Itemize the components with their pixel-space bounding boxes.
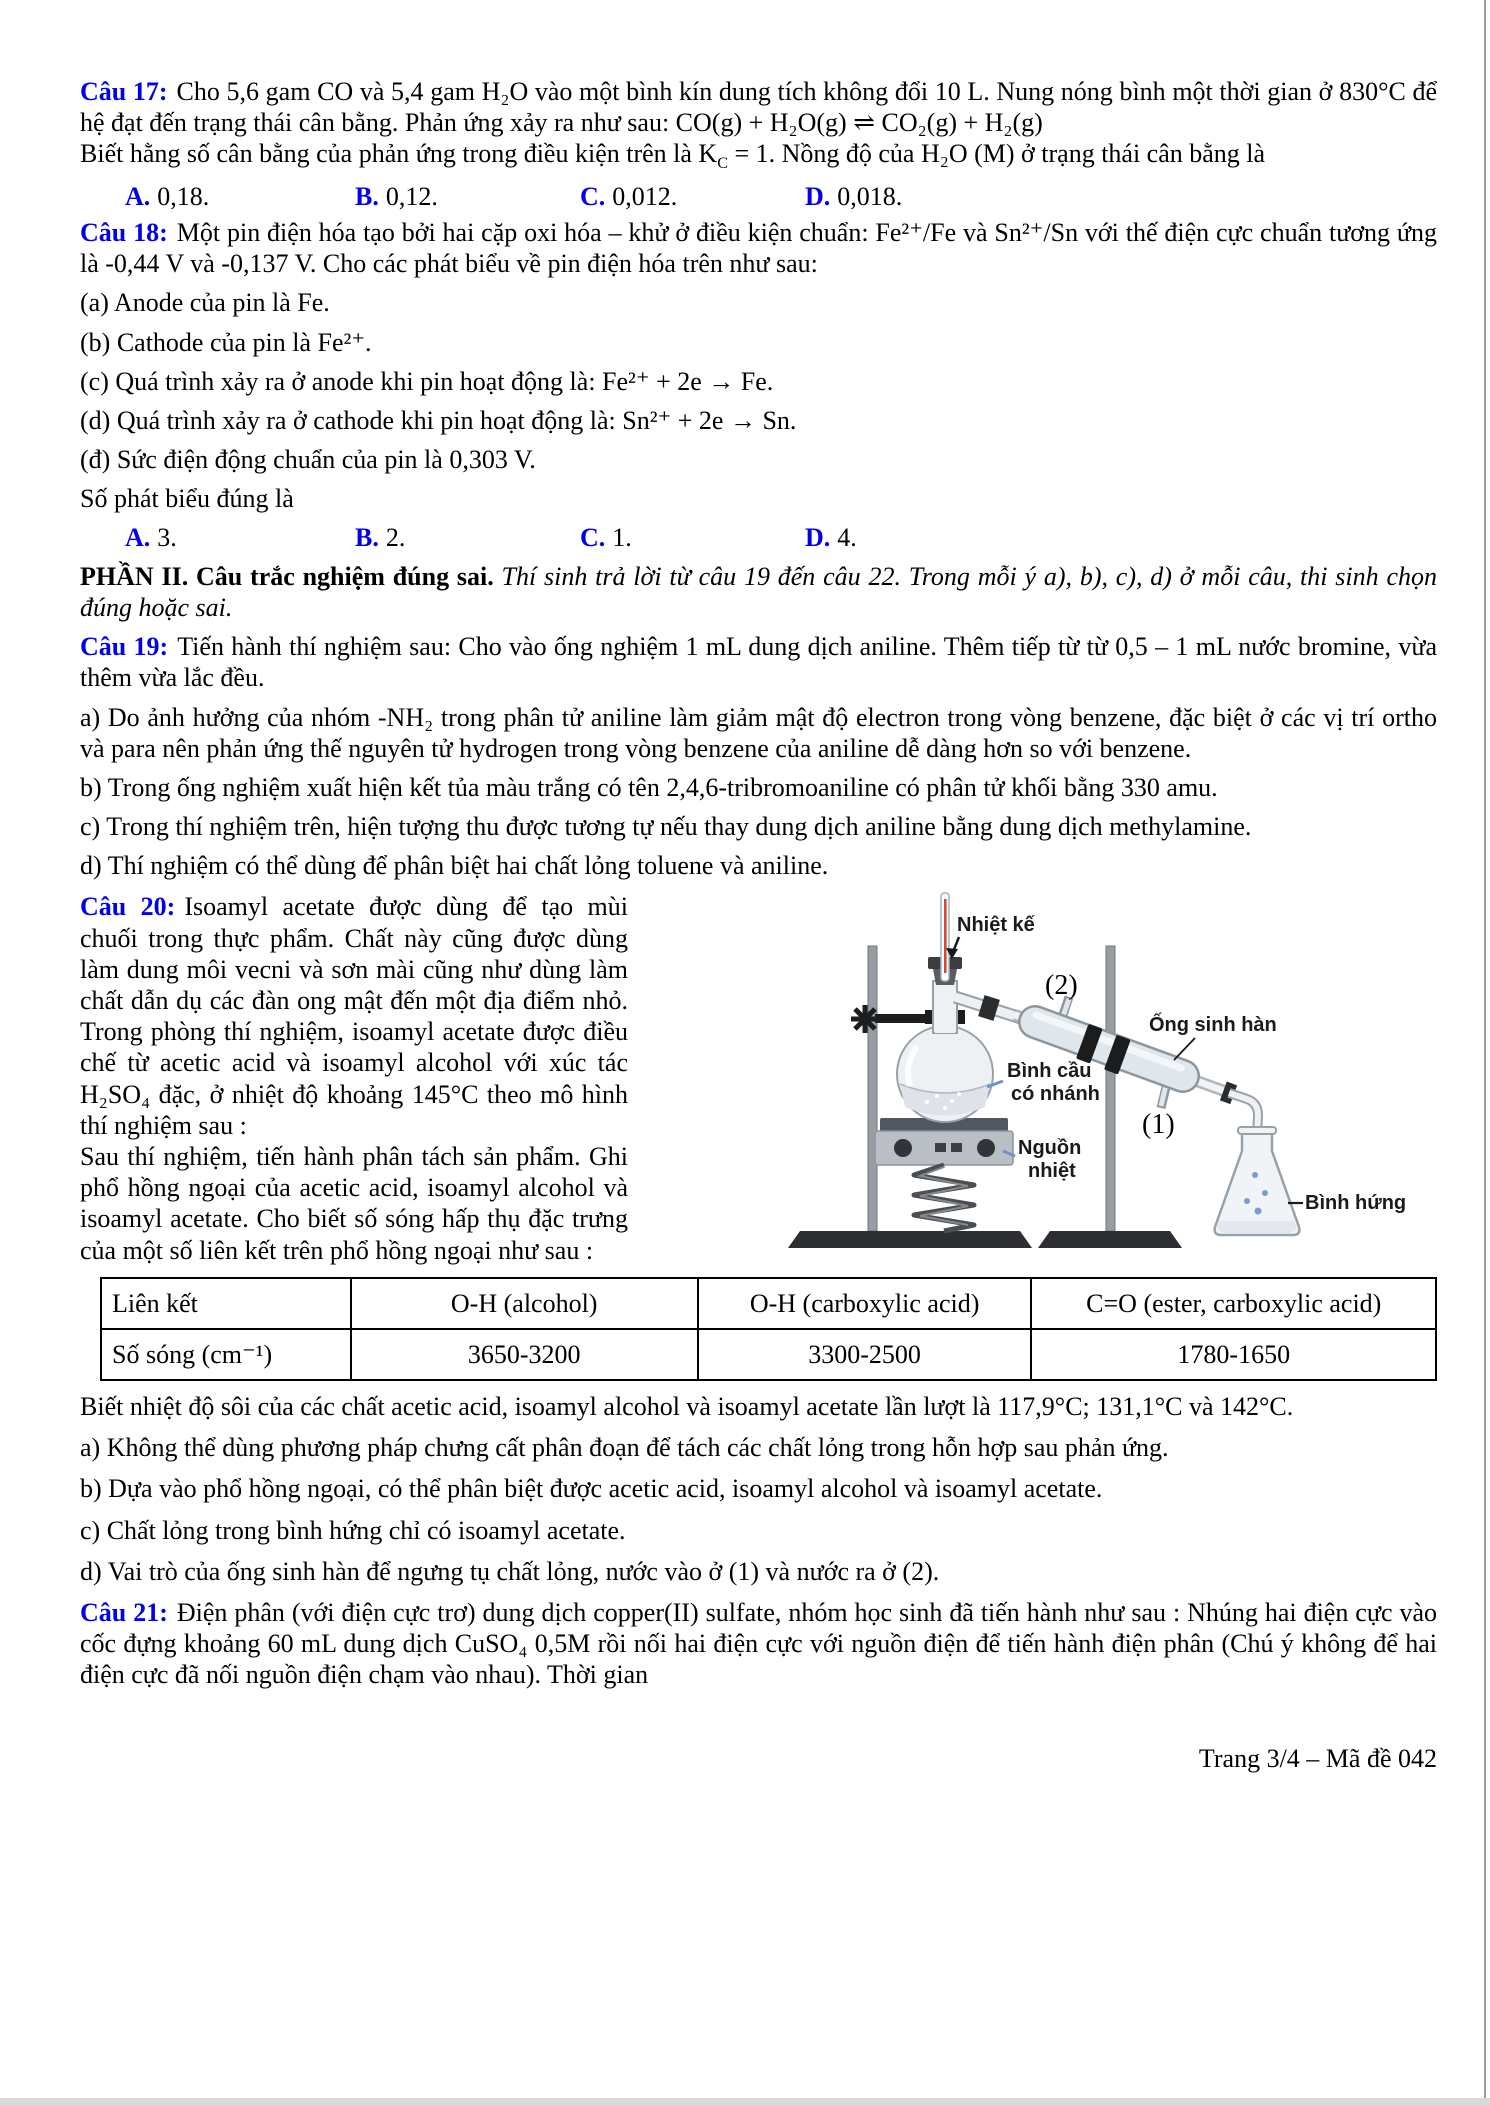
option-text: 1. bbox=[612, 522, 632, 552]
heat-label-line1: Nguồn bbox=[1018, 1137, 1082, 1160]
option-text: 0,012. bbox=[612, 181, 678, 211]
question-18-options bbox=[80, 522, 1437, 553]
table-cell-wavenumber-header: Số sóng (cm⁻¹) bbox=[101, 1329, 351, 1380]
hot-plate-knob bbox=[977, 1139, 995, 1157]
option-text: 2. bbox=[385, 522, 406, 552]
option-18-b bbox=[355, 522, 580, 553]
question-18-statement-c: (c) Quá trình xảy ra ở anode khi pin hoạt động là: Fe²⁺ + 2e → Fe. bbox=[80, 366, 774, 396]
question-21-body: Điện phân (với điện cực trơ) dung dịch copper(II) sulfate, nhóm học sinh đã tiến hành như sau : Nhúng hai điện cực vào cốc đựng khoảng 60 mL dung dịch CuSO₄ 0,5M rồi nối hai điện cực với nguồn điện để tiến hành điện phân (Chú ý không để hai điện cực đã nối nguồn điện chạm vào nhau). Thời gian bbox=[80, 1597, 1437, 1690]
question-19-statement-a: a) Do ảnh hưởng của nhóm -NH₂ trong phân tử aniline làm giảm mật độ electron trong vòng benzene, đặc biệt ở các vị trí ortho và para nên phản ứng thế nguyên tử hydrogen trong vòng benzene của aniline dễ dàng hơn so với benzene. bbox=[80, 702, 1437, 763]
question-17-body: Cho 5,6 gam CO và 5,4 gam H₂O vào một bình kín dung tích không đổi 10 L. Nung nóng bình một thời gian ở 830°C để hệ đạt đến trạng thái cân bằng. Phản ứng xảy ra như sau: CO(g) + H₂O(g) ⇌ CO₂(g) + H₂(g) bbox=[80, 77, 1437, 138]
window-edge bbox=[1484, 0, 1486, 2106]
part2-instructions: Thí sinh trả lời từ câu 19 đến câu 22. Trong mỗi ý a), b), c), d) ở mỗi câu, thi sinh chọn đúng hoặc sai. bbox=[80, 561, 1437, 622]
question-19-text bbox=[80, 631, 1437, 693]
option-text: 4. bbox=[837, 522, 857, 552]
question-17-text2 bbox=[80, 138, 1437, 174]
option-letter: B. bbox=[355, 181, 379, 211]
question-18-statement-a: (a) Anode của pin là Fe. bbox=[80, 288, 330, 318]
option-17-b bbox=[355, 181, 580, 212]
option-letter: C. bbox=[580, 181, 606, 211]
question-17-body2a: Biết hằng số cân bằng của phản ứng trong điều kiện trên là K bbox=[80, 139, 718, 169]
option-letter: A. bbox=[125, 522, 151, 552]
stand-bases bbox=[788, 1231, 1182, 1248]
question-20-statement-d: d) Vai trò của ống sinh hàn để ngưng tụ chất lỏng, nước vào ở (1) và nước ra ở (2). bbox=[80, 1556, 940, 1586]
kc-subscript: C bbox=[717, 155, 728, 173]
distillation-apparatus-figure bbox=[637, 891, 1437, 1266]
question-18-label: Câu 18: bbox=[80, 218, 168, 248]
question-20-body: Isoamyl acetate được dùng để tạo mùi chuối trong thực phẩm. Chất này cũng được dùng làm dung môi vecni và sơn mài cũng như dùng làm chất dẫn dụ các đàn ong mật đến một địa điểm nhỏ. Trong phòng thí nghiệm, isoamyl acetate được điều chế từ acetic acid và isoamyl alcohol với xúc tác H₂SO₄ đặc, ở nhiệt độ khoảng 145°C theo mô hình thí nghiệm sau : bbox=[80, 892, 628, 1140]
table-value-row bbox=[101, 1329, 1436, 1380]
table-cell-co-ester: C=O (ester, carboxylic acid) bbox=[1031, 1278, 1436, 1329]
question-19-statement-c: c) Trong thí nghiệm trên, hiện tượng thu được tương tự nếu thay dung dịch aniline bằng dung dịch methylamine. bbox=[80, 812, 1252, 842]
part2-heading bbox=[80, 561, 1437, 623]
option-17-a bbox=[125, 181, 355, 212]
option-text: 0,12. bbox=[385, 181, 438, 211]
question-17-text bbox=[80, 76, 1437, 138]
hot-plate-knob bbox=[894, 1139, 912, 1157]
page-footer: Trang 3/4 – Mã đề 042 bbox=[1198, 1743, 1437, 1773]
question-20-text-column bbox=[80, 891, 628, 1266]
question-18-closing: Số phát biểu đúng là bbox=[80, 484, 294, 514]
option-text: 3. bbox=[157, 522, 177, 552]
liquid-drop bbox=[1244, 1198, 1250, 1204]
question-18-statement-d: (d) Quá trình xảy ra ở cathode khi pin hoạt động là: Sn²⁺ + 2e → Sn. bbox=[80, 406, 797, 436]
thermometer bbox=[941, 893, 949, 981]
option-18-a bbox=[125, 522, 355, 553]
label-2: (2) bbox=[1045, 970, 1078, 1002]
bottom-border bbox=[0, 2098, 1490, 2106]
question-20-statement-a: a) Không thể dùng phương pháp chưng cất phân đoạn để tách các chất lỏng trong hỗn hợp sau phản ứng. bbox=[80, 1433, 1169, 1463]
apparatus-diagram bbox=[637, 891, 1437, 1259]
table-cell-oh-acid: O-H (carboxylic acid) bbox=[698, 1278, 1032, 1329]
table-cell-value3: 1780-1650 bbox=[1031, 1329, 1436, 1380]
label-1: (1) bbox=[1142, 1109, 1175, 1141]
table-cell-value2: 3300-2500 bbox=[698, 1329, 1032, 1380]
question-17-options bbox=[80, 181, 1437, 212]
hot-plate bbox=[875, 1118, 1013, 1165]
question-19-body: Tiến hành thí nghiệm sau: Cho vào ống nghiệm 1 mL dung dịch aniline. Thêm tiếp từ từ 0,5 – 1 mL nước bromine, vừa thêm vừa lắc đều. bbox=[80, 632, 1437, 693]
question-17-label: Câu 17: bbox=[80, 77, 168, 106]
option-letter: A. bbox=[125, 181, 151, 211]
question-19-statement-d: d) Thí nghiệm có thể dùng để phân biệt hai chất lỏng toluene và aniline. bbox=[80, 851, 829, 881]
flask-label-line1: Bình cầu bbox=[1007, 1060, 1092, 1083]
liquid-drop bbox=[1255, 1208, 1262, 1215]
question-18-body: Một pin điện hóa tạo bởi hai cặp oxi hóa – khử ở điều kiện chuẩn: Fe²⁺/Fe và Sn²⁺/Sn với thế điện cực chuẩn tương ứng là -0,44 V và -0,137 V. Cho các phát biểu về pin điện hóa trên như sau: bbox=[80, 218, 1437, 279]
question-21-text bbox=[80, 1597, 1437, 1691]
receiver-label: Bình hứng bbox=[1305, 1192, 1407, 1215]
option-text: 0,18. bbox=[157, 181, 210, 211]
question-21-label: Câu 21: bbox=[80, 1597, 168, 1627]
part2-title: PHẦN II. Câu trắc nghiệm đúng sai. bbox=[80, 561, 494, 591]
ir-wavenumber-table bbox=[100, 1277, 1437, 1381]
option-17-c bbox=[580, 181, 805, 212]
question-19-label: Câu 19: bbox=[80, 632, 169, 662]
scissor-jack bbox=[914, 1165, 974, 1231]
option-letter: B. bbox=[355, 522, 379, 552]
question-20-statement-c: c) Chất lỏng trong bình hứng chỉ có isoamyl acetate. bbox=[80, 1515, 626, 1545]
liquid-drop bbox=[1262, 1190, 1268, 1196]
question-20-boiling-note: Biết nhiệt độ sôi của các chất acetic acid, isoamyl alcohol và isoamyl acetate lần lượt là 117,9°C; 131,1°C và 142°C. bbox=[80, 1392, 1294, 1422]
question-18-statement-dd: (đ) Sức điện động chuẩn của pin là 0,303 V. bbox=[80, 445, 536, 475]
option-18-d bbox=[805, 522, 1437, 553]
option-17-d bbox=[805, 181, 1437, 212]
liquid-drop bbox=[1252, 1172, 1258, 1178]
question-20-statement-b: b) Dựa vào phổ hồng ngoại, có thể phân biệt được acetic acid, isoamyl alcohol và isoamyl acetate. bbox=[80, 1474, 1103, 1504]
question-17-body2b: = 1. Nồng độ của H₂O (M) ở trạng thái cân bằng là bbox=[727, 139, 1266, 169]
option-letter: D. bbox=[805, 522, 831, 552]
option-letter: D. bbox=[805, 181, 831, 211]
exam-page bbox=[80, 76, 1437, 1774]
condenser-label: Ống sinh hàn bbox=[1149, 1014, 1277, 1037]
thermometer-label: Nhiệt kế bbox=[957, 914, 1035, 937]
question-18-text bbox=[80, 217, 1437, 279]
table-cell-bond-header: Liên kết bbox=[101, 1278, 351, 1329]
question-20-block bbox=[80, 891, 1437, 1266]
option-letter: C. bbox=[580, 522, 606, 552]
question-20-text2: Sau thí nghiệm, tiến hành phân tách sản phẩm. Ghi phổ hồng ngoại của acetic acid, isoamyl alcohol và isoamyl acetate. Cho biết số sóng hấp thụ đặc trưng của một số liên kết trên phổ hồng ngoại như sau : bbox=[80, 1141, 628, 1265]
table-cell-value1: 3650-3200 bbox=[351, 1329, 698, 1380]
question-20-text bbox=[80, 891, 628, 1141]
table-cell-oh-alcohol: O-H (alcohol) bbox=[351, 1278, 698, 1329]
table-header-row bbox=[101, 1278, 1436, 1329]
option-text: 0,018. bbox=[837, 181, 903, 211]
question-18-statement-b: (b) Cathode của pin là Fe²⁺. bbox=[80, 327, 372, 357]
question-20-label: Câu 20: bbox=[80, 892, 176, 922]
erlenmeyer-flask bbox=[1215, 1127, 1300, 1235]
flask-label-line2: có nhánh bbox=[1011, 1083, 1100, 1106]
option-18-c bbox=[580, 522, 805, 553]
question-19-statement-b: b) Trong ống nghiệm xuất hiện kết tủa màu trắng có tên 2,4,6-tribromoaniline có phân tử khối bằng 330 amu. bbox=[80, 772, 1218, 802]
condenser-pointer bbox=[1174, 1038, 1195, 1060]
heat-label-line2: nhiệt bbox=[1028, 1160, 1076, 1183]
